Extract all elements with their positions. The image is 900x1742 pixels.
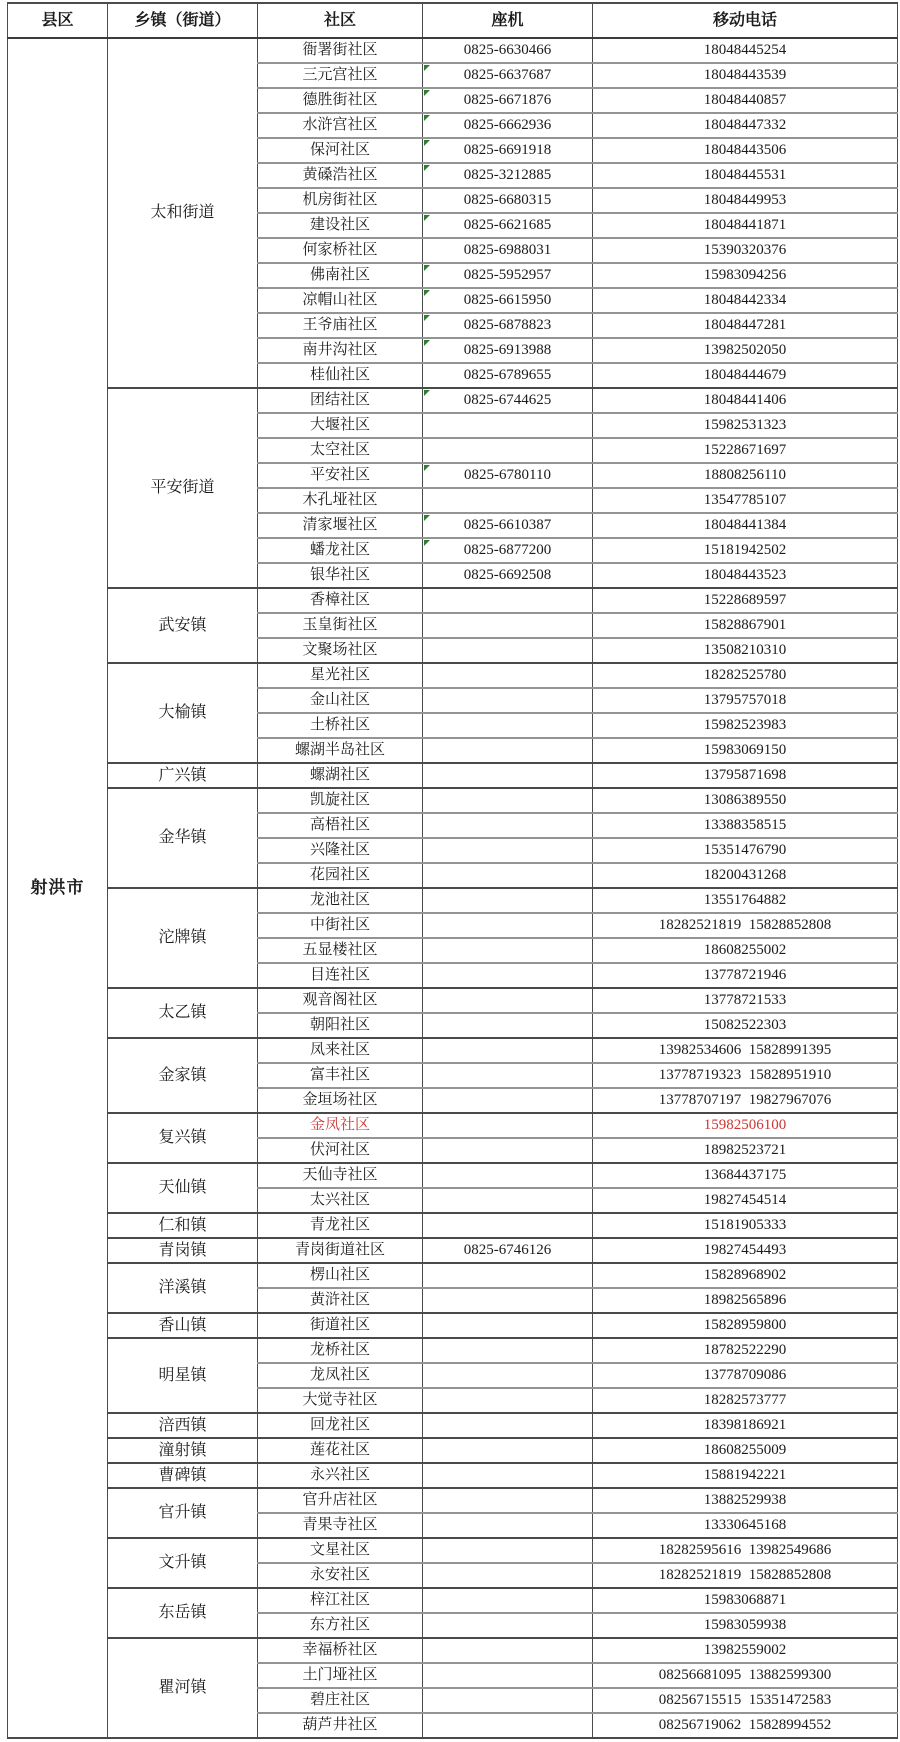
landline-cell (423, 613, 593, 638)
table-row (8, 1213, 898, 1238)
table-row (8, 988, 898, 1013)
excel-error-indicator-icon (424, 215, 430, 221)
mobile-cell: 15983069150 (593, 738, 898, 763)
mobile-cell: 15181905333 (593, 1213, 898, 1238)
town-cell: 瞿河镇 (108, 1638, 258, 1738)
mobile-cell: 13330645168 (593, 1513, 898, 1538)
town-cell: 金家镇 (108, 1038, 258, 1113)
excel-error-indicator-icon (424, 340, 430, 346)
landline-cell (423, 588, 593, 613)
mobile-cell: 13684437175 (593, 1163, 898, 1188)
community-cell: 高梧社区 (258, 813, 423, 838)
community-cell: 黄浒社区 (258, 1288, 423, 1313)
landline-cell (423, 863, 593, 888)
community-cell: 南井沟社区 (258, 338, 423, 363)
landline-cell: 0825-6630466 (423, 38, 593, 63)
town-cell: 大榆镇 (108, 663, 258, 763)
landline-cell: 0825-6913988 (423, 338, 593, 363)
landline-cell: 0825-6621685 (423, 213, 593, 238)
header-landline: 座机 (423, 3, 593, 38)
mobile-cell: 13982534606 15828991395 (593, 1038, 898, 1063)
table-row (8, 888, 898, 913)
mobile-cell: 13795757018 (593, 688, 898, 713)
mobile-cell: 13882529938 (593, 1488, 898, 1513)
mobile-cell: 15228671697 (593, 438, 898, 463)
mobile-cell: 15828968902 (593, 1263, 898, 1288)
town-cell: 沱牌镇 (108, 888, 258, 988)
mobile-cell: 18048444679 (593, 363, 898, 388)
landline-cell: 0825-6691918 (423, 138, 593, 163)
town-cell: 金华镇 (108, 788, 258, 888)
excel-error-indicator-icon (424, 390, 430, 396)
mobile-cell: 18608255009 (593, 1438, 898, 1463)
mobile-cell: 15982531323 (593, 413, 898, 438)
header-row (8, 3, 898, 38)
table-row (8, 1338, 898, 1363)
landline-cell (423, 963, 593, 988)
mobile-cell: 18048443506 (593, 138, 898, 163)
landline-cell: 0825-6746126 (423, 1238, 593, 1263)
town-cell: 平安街道 (108, 388, 258, 588)
mobile-cell: 18808256110 (593, 463, 898, 488)
landline-cell (423, 838, 593, 863)
mobile-cell: 13982502050 (593, 338, 898, 363)
mobile-cell: 18048441871 (593, 213, 898, 238)
community-cell: 碧庄社区 (258, 1688, 423, 1713)
table-row (8, 1488, 898, 1513)
mobile-cell: 18282525780 (593, 663, 898, 688)
mobile-cell: 13388358515 (593, 813, 898, 838)
landline-cell (423, 788, 593, 813)
landline-cell (423, 738, 593, 763)
header-county: 县区 (8, 3, 108, 38)
mobile-cell: 18048441406 (593, 388, 898, 413)
mobile-cell: 13551764882 (593, 888, 898, 913)
community-cell: 木孔垭社区 (258, 488, 423, 513)
community-cell: 青岗街道社区 (258, 1238, 423, 1263)
community-cell: 楞山社区 (258, 1263, 423, 1288)
community-cell: 葫芦井社区 (258, 1713, 423, 1738)
community-cell: 目连社区 (258, 963, 423, 988)
table-row (8, 1038, 898, 1063)
landline-cell (423, 1263, 593, 1288)
landline-cell (423, 1513, 593, 1538)
mobile-cell: 18048442334 (593, 288, 898, 313)
community-cell: 佛南社区 (258, 263, 423, 288)
table-row (8, 1263, 898, 1288)
community-cell: 莲花社区 (258, 1438, 423, 1463)
excel-error-indicator-icon (424, 140, 430, 146)
community-cell: 永安社区 (258, 1563, 423, 1588)
landline-cell (423, 438, 593, 463)
mobile-cell: 13778721946 (593, 963, 898, 988)
mobile-cell: 18048441384 (593, 513, 898, 538)
community-cell: 螺湖半岛社区 (258, 738, 423, 763)
community-cell: 东方社区 (258, 1613, 423, 1638)
town-cell: 太和街道 (108, 38, 258, 388)
community-cell: 龙桥社区 (258, 1338, 423, 1363)
landline-cell (423, 1663, 593, 1688)
community-cell: 平安社区 (258, 463, 423, 488)
community-cell: 文星社区 (258, 1538, 423, 1563)
landline-cell: 0825-6988031 (423, 238, 593, 263)
mobile-cell: 15983068871 (593, 1588, 898, 1613)
community-cell: 王爷庙社区 (258, 313, 423, 338)
community-cell: 文聚场社区 (258, 638, 423, 663)
mobile-cell: 18048449953 (593, 188, 898, 213)
mobile-cell: 18608255002 (593, 938, 898, 963)
town-cell: 文升镇 (108, 1538, 258, 1588)
table-row (8, 1413, 898, 1438)
town-cell: 曹碑镇 (108, 1463, 258, 1488)
community-cell: 青果寺社区 (258, 1513, 423, 1538)
mobile-cell: 15881942221 (593, 1463, 898, 1488)
landline-cell (423, 1088, 593, 1113)
mobile-cell: 15351476790 (593, 838, 898, 863)
community-cell: 官升店社区 (258, 1488, 423, 1513)
mobile-cell: 15390320376 (593, 238, 898, 263)
community-cell: 凯旋社区 (258, 788, 423, 813)
excel-error-indicator-icon (424, 465, 430, 471)
table-body (8, 38, 898, 1738)
excel-error-indicator-icon (424, 90, 430, 96)
community-cell: 永兴社区 (258, 1463, 423, 1488)
community-cell: 梓江社区 (258, 1588, 423, 1613)
landline-cell: 0825-6789655 (423, 363, 593, 388)
landline-cell: 0825-3212885 (423, 163, 593, 188)
mobile-cell: 18048445254 (593, 38, 898, 63)
community-cell: 凤来社区 (258, 1038, 423, 1063)
landline-cell (423, 663, 593, 688)
table-row (8, 588, 898, 613)
landline-cell (423, 638, 593, 663)
excel-error-indicator-icon (424, 115, 430, 121)
mobile-cell: 13508210310 (593, 638, 898, 663)
landline-cell (423, 1213, 593, 1238)
landline-cell (423, 1188, 593, 1213)
mobile-cell: 18048445531 (593, 163, 898, 188)
mobile-cell: 08256681095 13882599300 (593, 1663, 898, 1688)
mobile-cell: 15828959800 (593, 1313, 898, 1338)
mobile-cell: 13778709086 (593, 1363, 898, 1388)
landline-cell (423, 1338, 593, 1363)
header-community: 社区 (258, 3, 423, 38)
contact-table (7, 2, 898, 1739)
excel-error-indicator-icon (424, 315, 430, 321)
community-cell: 土门垭社区 (258, 1663, 423, 1688)
landline-cell (423, 1538, 593, 1563)
landline-cell (423, 1363, 593, 1388)
mobile-cell: 13778721533 (593, 988, 898, 1013)
town-cell: 太乙镇 (108, 988, 258, 1038)
community-cell: 凉帽山社区 (258, 288, 423, 313)
town-cell: 香山镇 (108, 1313, 258, 1338)
header-mobile: 移动电话 (593, 3, 898, 38)
town-cell: 潼射镇 (108, 1438, 258, 1463)
landline-cell (423, 1163, 593, 1188)
community-cell: 团结社区 (258, 388, 423, 413)
county-cell: 射洪市 (8, 38, 108, 1738)
table-row (8, 1438, 898, 1463)
mobile-cell: 19827454514 (593, 1188, 898, 1213)
town-cell: 武安镇 (108, 588, 258, 663)
landline-cell (423, 888, 593, 913)
community-cell: 桂仙社区 (258, 363, 423, 388)
landline-cell (423, 1563, 593, 1588)
excel-error-indicator-icon (424, 265, 430, 271)
community-cell: 天仙寺社区 (258, 1163, 423, 1188)
community-cell: 衙署街社区 (258, 38, 423, 63)
town-cell: 广兴镇 (108, 763, 258, 788)
community-cell: 龙凤社区 (258, 1363, 423, 1388)
community-cell: 清家堰社区 (258, 513, 423, 538)
mobile-cell: 15983059938 (593, 1613, 898, 1638)
community-cell: 太空社区 (258, 438, 423, 463)
mobile-cell: 18282521819 15828852808 (593, 913, 898, 938)
community-cell: 富丰社区 (258, 1063, 423, 1088)
landline-cell (423, 1038, 593, 1063)
landline-cell: 0825-6877200 (423, 538, 593, 563)
mobile-cell: 15982506100 (593, 1113, 898, 1138)
mobile-cell: 15181942502 (593, 538, 898, 563)
mobile-cell: 18200431268 (593, 863, 898, 888)
community-cell: 三元宫社区 (258, 63, 423, 88)
town-cell: 洋溪镇 (108, 1263, 258, 1313)
landline-cell: 0825-6692508 (423, 563, 593, 588)
excel-error-indicator-icon (424, 290, 430, 296)
landline-cell: 0825-6780110 (423, 463, 593, 488)
community-cell: 保河社区 (258, 138, 423, 163)
landline-cell (423, 1063, 593, 1088)
community-cell: 青龙社区 (258, 1213, 423, 1238)
mobile-cell: 15828867901 (593, 613, 898, 638)
community-cell: 螺湖社区 (258, 763, 423, 788)
table-row (8, 1113, 898, 1138)
mobile-cell: 13795871698 (593, 763, 898, 788)
landline-cell (423, 1388, 593, 1413)
community-cell: 土桥社区 (258, 713, 423, 738)
landline-cell (423, 1638, 593, 1663)
town-cell: 复兴镇 (108, 1113, 258, 1163)
table-row (8, 388, 898, 413)
mobile-cell: 13778707197 19827967076 (593, 1088, 898, 1113)
header-town: 乡镇（街道） (108, 3, 258, 38)
landline-cell (423, 1438, 593, 1463)
mobile-cell: 18982523721 (593, 1138, 898, 1163)
table-row (8, 1588, 898, 1613)
excel-error-indicator-icon (424, 515, 430, 521)
landline-cell (423, 1138, 593, 1163)
community-cell: 大堰社区 (258, 413, 423, 438)
community-cell: 建设社区 (258, 213, 423, 238)
community-cell: 金山社区 (258, 688, 423, 713)
community-cell: 兴隆社区 (258, 838, 423, 863)
table-row (8, 1638, 898, 1663)
mobile-cell: 15082522303 (593, 1013, 898, 1038)
community-cell: 金垣场社区 (258, 1088, 423, 1113)
landline-cell (423, 763, 593, 788)
mobile-cell: 15982523983 (593, 713, 898, 738)
community-cell: 黄磉浩社区 (258, 163, 423, 188)
community-cell: 花园社区 (258, 863, 423, 888)
table-row (8, 1463, 898, 1488)
table-row (8, 1538, 898, 1563)
mobile-cell: 18048447281 (593, 313, 898, 338)
landline-cell (423, 688, 593, 713)
community-cell: 街道社区 (258, 1313, 423, 1338)
community-cell: 五显楼社区 (258, 938, 423, 963)
mobile-cell: 08256715515 15351472583 (593, 1688, 898, 1713)
landline-cell (423, 988, 593, 1013)
landline-cell (423, 1313, 593, 1338)
table-row (8, 788, 898, 813)
mobile-cell: 13778719323 15828951910 (593, 1063, 898, 1088)
mobile-cell: 19827454493 (593, 1238, 898, 1263)
mobile-cell: 18782522290 (593, 1338, 898, 1363)
landline-cell (423, 1688, 593, 1713)
landline-cell (423, 1713, 593, 1738)
landline-cell (423, 813, 593, 838)
excel-error-indicator-icon (424, 165, 430, 171)
community-cell: 金凤社区 (258, 1113, 423, 1138)
mobile-cell: 15228689597 (593, 588, 898, 613)
community-cell: 银华社区 (258, 563, 423, 588)
community-cell: 伏河社区 (258, 1138, 423, 1163)
town-cell: 官升镇 (108, 1488, 258, 1538)
mobile-cell: 18048447332 (593, 113, 898, 138)
landline-cell (423, 1288, 593, 1313)
mobile-cell: 18048440857 (593, 88, 898, 113)
community-cell: 龙池社区 (258, 888, 423, 913)
mobile-cell: 18282595616 13982549686 (593, 1538, 898, 1563)
landline-cell (423, 1013, 593, 1038)
town-cell: 天仙镇 (108, 1163, 258, 1213)
mobile-cell: 13547785107 (593, 488, 898, 513)
landline-cell (423, 713, 593, 738)
mobile-cell: 15983094256 (593, 263, 898, 288)
community-cell: 香樟社区 (258, 588, 423, 613)
excel-error-indicator-icon (424, 540, 430, 546)
community-cell: 德胜街社区 (258, 88, 423, 113)
community-cell: 回龙社区 (258, 1413, 423, 1438)
mobile-cell: 18282521819 15828852808 (593, 1563, 898, 1588)
mobile-cell: 18282573777 (593, 1388, 898, 1413)
landline-cell: 0825-5952957 (423, 263, 593, 288)
mobile-cell: 18982565896 (593, 1288, 898, 1313)
landline-cell (423, 938, 593, 963)
landline-cell: 0825-6680315 (423, 188, 593, 213)
table-row (8, 1238, 898, 1263)
landline-cell (423, 1463, 593, 1488)
community-cell: 水浒宫社区 (258, 113, 423, 138)
landline-cell: 0825-6615950 (423, 288, 593, 313)
community-cell: 朝阳社区 (258, 1013, 423, 1038)
landline-cell (423, 1588, 593, 1613)
community-cell: 中街社区 (258, 913, 423, 938)
landline-cell: 0825-6671876 (423, 88, 593, 113)
landline-cell (423, 488, 593, 513)
landline-cell: 0825-6662936 (423, 113, 593, 138)
excel-error-indicator-icon (424, 65, 430, 71)
community-cell: 蟠龙社区 (258, 538, 423, 563)
mobile-cell: 18048443539 (593, 63, 898, 88)
table-row (8, 1163, 898, 1188)
landline-cell: 0825-6744625 (423, 388, 593, 413)
table-row (8, 663, 898, 688)
community-cell: 观音阁社区 (258, 988, 423, 1013)
landline-cell (423, 413, 593, 438)
table-row (8, 1313, 898, 1338)
landline-cell (423, 1488, 593, 1513)
mobile-cell: 08256719062 15828994552 (593, 1713, 898, 1738)
mobile-cell: 13982559002 (593, 1638, 898, 1663)
town-cell: 明星镇 (108, 1338, 258, 1413)
landline-cell (423, 1613, 593, 1638)
community-cell: 玉皇街社区 (258, 613, 423, 638)
landline-cell (423, 1113, 593, 1138)
community-cell: 幸福桥社区 (258, 1638, 423, 1663)
town-cell: 仁和镇 (108, 1213, 258, 1238)
community-cell: 大觉寺社区 (258, 1388, 423, 1413)
table-row (8, 38, 898, 63)
community-cell: 太兴社区 (258, 1188, 423, 1213)
town-cell: 涪西镇 (108, 1413, 258, 1438)
landline-cell (423, 1413, 593, 1438)
mobile-cell: 18048443523 (593, 563, 898, 588)
community-cell: 机房街社区 (258, 188, 423, 213)
community-cell: 星光社区 (258, 663, 423, 688)
landline-cell: 0825-6610387 (423, 513, 593, 538)
table-row (8, 763, 898, 788)
mobile-cell: 13086389550 (593, 788, 898, 813)
landline-cell (423, 913, 593, 938)
town-cell: 青岗镇 (108, 1238, 258, 1263)
landline-cell: 0825-6637687 (423, 63, 593, 88)
mobile-cell: 18398186921 (593, 1413, 898, 1438)
community-cell: 何家桥社区 (258, 238, 423, 263)
landline-cell: 0825-6878823 (423, 313, 593, 338)
town-cell: 东岳镇 (108, 1588, 258, 1638)
